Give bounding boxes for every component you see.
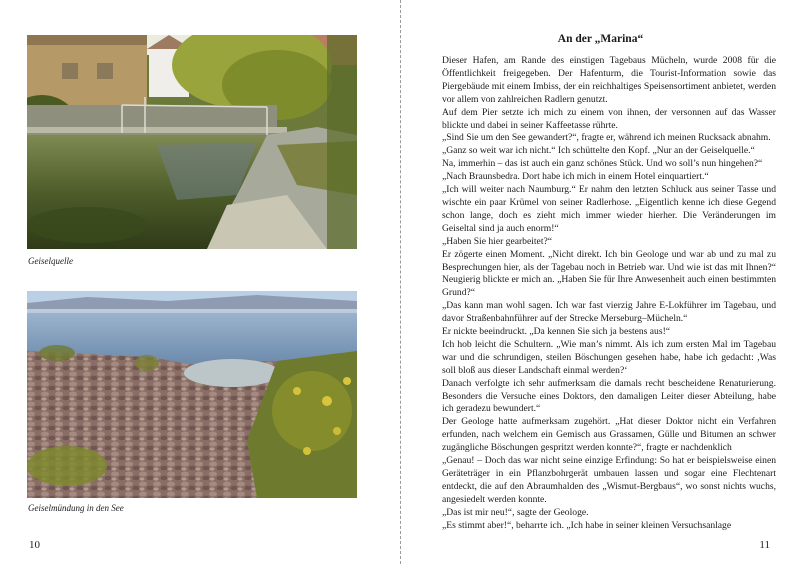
chapter-title: An der „Marina“	[557, 33, 644, 45]
page-number: 10	[29, 539, 40, 551]
paragraph: Ich hob leicht die Schultern. „Wie man’s nimmt. Als ich zum ersten Mal im Tagebau war und die schrundigen, steilen Böschungen gesehen habe, habe ich gedacht: ,Was soll bloß aus dieser Landschaft einmal werden?‘	[442, 338, 776, 376]
paragraph: „Genau! – Doch das war nicht seine einzige Erfindung: So hat er beispielsweise einen Geräteträger in ein Pflanzbohrgerät umbauen lassen und sogar eine Flechtenart entdeckt, die auf den Abraumhalden des „Wismut-Bergbaus“, wo sonst nichts wuchs, angesiedelt werden konnte.	[442, 455, 776, 505]
right-page	[401, 0, 800, 564]
paragraph: „Ich will weiter nach Naumburg.“ Er nahm den letzten Schluck aus seiner Tasse und wischte ein paar Krümel von seiner Radlerhose. „Eigentlich kenne ich diese Gegend schon lange, doch es zieht mich immer wieder hierher. Die Veränderungen im Geiseltal sind ja auch enorm!“	[442, 184, 776, 234]
paragraph: „Nach Braunsbedra. Dort habe ich mich in einem Hotel einquartiert.“	[442, 171, 709, 183]
paragraph: Er zögerte einen Moment. „Nicht direkt. Ich bin Geologe und war ab und zu mal zu Besprechungen hier, als der Tagebau noch in Betrieb war. Und wie ist das mit Ihnen?“ Neugierig blickte er mich an. „Haben Sie für Ihre Anwesenheit auch einen bestimmten Grund?“	[442, 248, 776, 299]
paragraph: Er nickte beeindruckt. „Da kennen Sie sich ja bestens aus!“	[442, 326, 671, 338]
paragraph: „Es stimmt aber!“, beharrte ich. „Ich habe in seiner kleinen Versuchsanlage	[442, 519, 732, 531]
paragraph: „Haben Sie hier gearbeitet?“	[442, 235, 553, 247]
photo-caption: Geiselmündung in den See	[28, 503, 124, 513]
photo-geiselmuendung	[27, 291, 357, 498]
paragraph: Danach verfolgte ich sehr aufmerksam die damals recht bescheidene Renaturierung. Besonders die Versuche eines Doktors, den damaligen Leiter dieser Abteilung, habe ich geradezu bewundert.“	[442, 377, 776, 415]
paragraph: Na, immerhin – das ist auch ein ganz schönes Stück. Und wo soll’s nun hingehen?“	[442, 158, 763, 170]
paragraph: „Das ist mir neu!“, sagte der Geologe.	[442, 506, 589, 518]
photo-caption: Geiselquelle	[28, 256, 73, 266]
paragraph: „Das kann man wohl sagen. Ich war fast vierzig Jahre E-Lokführer im Tagebau, und davor Straßenbahnführer auf der Strecke Merseburg–Mücheln.“	[442, 300, 776, 325]
body-text	[442, 55, 776, 533]
paragraph: Auf dem Pier setzte ich mich zu einem von ihnen, der versonnen auf das Wasser blickte und dabei in seiner Kaffeetasse rührte.	[442, 106, 776, 131]
paragraph: Dieser Hafen, am Rande des einstigen Tagebaus Mücheln, wurde 2008 für die Öffentlichkeit freigegeben. Der Hafenturm, die Tourist-Information sowie das Piergebäude mit einem Imbiss, der ein reichhaltiges Speisensortiment anbietet, werden vor allem von zahlreichen Radlern genutzt.	[442, 55, 776, 105]
photo-geiselquelle	[27, 35, 357, 249]
paragraph: Der Geologe hatte aufmerksam zugehört. „Hat dieser Doktor nicht ein Verfahren erfunden, nach welchem ein Gemisch aus Grassamen, Gülle und Bitumen an schwer zugängliche Böschungen gespritzt werden konnte?“, fragte er nachdenklich	[442, 416, 776, 454]
paragraph: „Sind Sie um den See gewandert?“, fragte er, während ich meinen Rucksack abnahm.	[442, 132, 771, 144]
page-number: 11	[759, 539, 770, 551]
paragraph: „Ganz so weit war ich nicht.“ Ich schüttelte den Kopf. „Nur an der Geiselquelle.“	[442, 145, 755, 157]
